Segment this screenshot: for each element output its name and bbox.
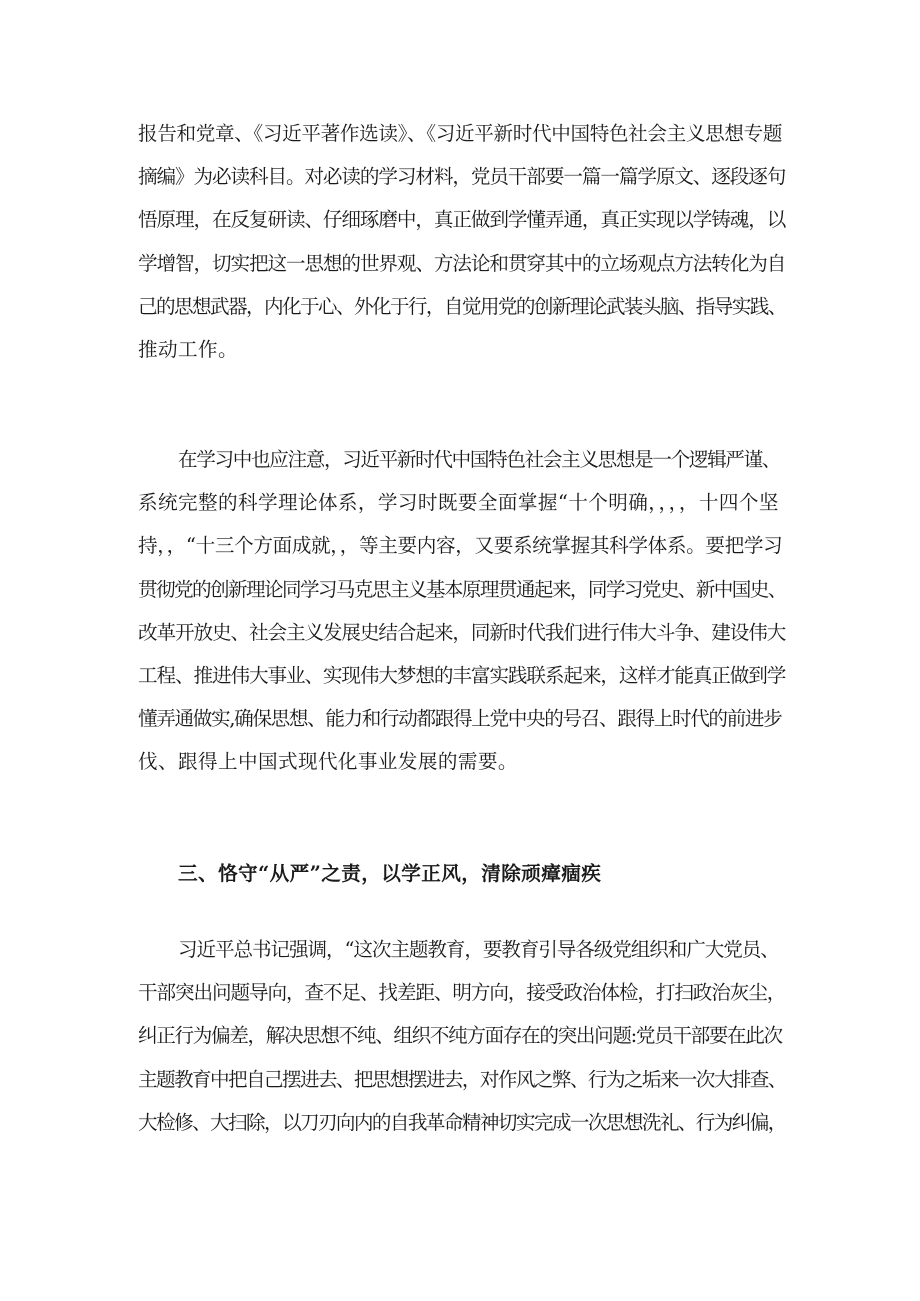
paragraph-3-line: 纠正行为偏差，解决思想不纯、组织不纯方面存在的突出问题:党员干部要在此次 [138, 1024, 782, 1048]
paragraph-3-line: 干部突出问题导向，查不足、找差距、明方向，接受政治体检，打扫政治灰尘， [138, 981, 786, 1005]
paragraph-1 [138, 112, 786, 371]
paragraph-2-line: 持，，“十三个方面成就，，等主要内容，又要系统掌握其科学体系。要把学习 [138, 534, 783, 558]
paragraph-1-line: 推动工作。 [138, 337, 238, 361]
paragraph-1-line: 摘编》为必读科目。对必读的学习材料，党员干部要一篇一篇学原文、逐段逐句 [138, 165, 786, 189]
paragraph-2 [138, 438, 786, 784]
paragraph-3-line: 习近平总书记强调，“这次主题教育，要教育引导各级党组织和广大党员、 [178, 938, 779, 961]
paragraph-2-line: 在学习中也应注意，习近平新时代中国特色社会主义思想是一个逻辑严谨、 [178, 448, 781, 471]
paragraph-1-line: 悟原理，在反复研读、仔细琢磨中，真正做到学懂弄通，真正实现以学铸魂，以 [138, 208, 786, 232]
paragraph-1-line: 报告和党章、《习近平著作选读》、《习近平新时代中国特色社会主义思想专题 [138, 122, 783, 145]
paragraph-2-line: 懂弄通做实,确保思想、能力和行动都跟得上党中央的号召、跟得上时代的前进步 [138, 707, 782, 731]
paragraph-1-line: 学增智，切实把这一思想的世界观、方法论和贯穿其中的立场观点方法转化为自 [138, 251, 786, 275]
paragraph-3-line: 大检修、大扫除，以刀刃向内的自我革命精神切实完成一次思想洗礼、行为纠偏， [138, 1110, 786, 1134]
section-heading-3: 三、恪守“从严”之责，以学正风，清除顽瘴痼疾 [178, 862, 602, 885]
paragraph-2-line: 系统完整的科学理论体系，学习时既要全面掌握“十个明确，，，，十四个坚 [138, 491, 779, 515]
paragraph-3-line: 主题教育中把自己摆进去、把思想摆进去，对作风之弊、行为之垢来一次大排查、 [138, 1067, 786, 1091]
paragraph-2-line: 伐、跟得上中国式现代化事业发展的需要。 [138, 750, 518, 774]
paragraph-2-line: 工程、推进伟大事业、实现伟大梦想的丰富实践联系起来，这样才能真正做到学 [138, 663, 786, 687]
paragraph-3 [138, 928, 786, 1144]
paragraph-2-line: 贯彻党的创新理论同学习马克思主义基本原理贯通起来，同学习党史、新中国史、 [138, 577, 786, 601]
paragraph-2-line: 改革开放史、社会主义发展史结合起来，同新时代我们进行伟大斗争、建设伟大 [138, 620, 786, 644]
paragraph-1-line: 己的思想武器，内化于心、外化于行，自觉用党的创新理论武装头脑、指导实践、 [138, 294, 786, 318]
